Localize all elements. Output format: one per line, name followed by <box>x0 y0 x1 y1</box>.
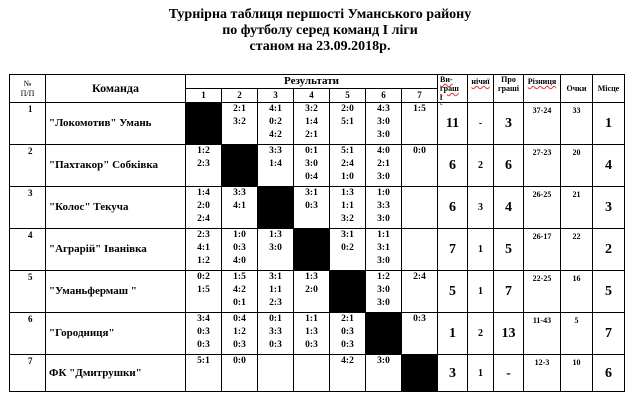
score: 3:3 <box>377 201 390 211</box>
score: 0:4 <box>305 172 318 182</box>
result-cell <box>258 271 294 313</box>
score: 0:1 <box>269 314 282 324</box>
score: 0:3 <box>305 340 318 350</box>
result-cell <box>186 313 222 355</box>
score: 3:3 <box>269 146 282 156</box>
score: 1:4 <box>197 188 210 198</box>
stat-wins: 5 <box>438 271 468 313</box>
result-cell <box>186 145 222 187</box>
score: 1:4 <box>269 159 282 169</box>
header-diff <box>524 75 561 103</box>
result-cell <box>258 103 294 145</box>
score: 1:3 <box>305 272 318 282</box>
stat-wins: 6 <box>438 145 468 187</box>
score: 1:3 <box>341 188 354 198</box>
score <box>294 355 329 368</box>
score <box>402 187 437 200</box>
result-cell <box>366 229 402 271</box>
score: 2:0 <box>341 104 354 114</box>
result-cell <box>366 271 402 313</box>
result-cell <box>366 103 402 145</box>
stat-draws: 1 <box>468 355 494 392</box>
score <box>258 355 293 368</box>
header-num-text: № П/П <box>20 78 35 98</box>
score: 1:5 <box>233 272 246 282</box>
score: 2:1 <box>305 130 318 140</box>
score: 1:2 <box>377 272 390 282</box>
diagonal-black-cell <box>294 229 330 271</box>
stat-points: 5 <box>561 313 593 355</box>
diagonal-black-cell <box>186 103 222 145</box>
diagonal-black-cell <box>402 355 438 392</box>
score: 3:0 <box>269 243 282 253</box>
team-name: "Городниця" <box>49 327 115 339</box>
score: 0:1 <box>305 146 318 156</box>
score: 3:0 <box>377 130 390 140</box>
title-line-1: Турнірна таблиця першості Уманського району <box>168 7 472 22</box>
stat-diff: 12-3 <box>524 355 561 392</box>
score: 0:4 <box>233 314 246 324</box>
score: 2:4 <box>413 272 426 282</box>
score: 3:0 <box>305 159 318 169</box>
result-cell <box>366 187 402 229</box>
score: 1:5 <box>413 104 426 114</box>
team-name: "Аграрій" Іванівка <box>49 243 147 255</box>
stat-diff: 22-25 <box>524 271 561 313</box>
score: 3:4 <box>197 314 210 324</box>
row-number: 7 <box>10 355 46 392</box>
result-cell <box>222 313 258 355</box>
score: 2:1 <box>377 159 390 169</box>
score: 0:2 <box>341 243 354 253</box>
result-cell <box>294 355 330 392</box>
score: 4:1 <box>197 243 210 253</box>
result-cell <box>294 313 330 355</box>
score: 5:1 <box>341 117 354 127</box>
stat-losses: 3 <box>494 103 524 145</box>
stat-wins: 11 <box>438 103 468 145</box>
stat-draws: 2 <box>468 313 494 355</box>
table-row <box>10 187 625 229</box>
score: 3:1 <box>377 243 390 253</box>
team-name: "Колос" Текуча <box>49 201 129 213</box>
diagonal-black-cell <box>222 145 258 187</box>
result-cell <box>402 103 438 145</box>
score: 0:1 <box>233 298 246 308</box>
stat-diff: 26-17 <box>524 229 561 271</box>
score: 2:1 <box>233 104 246 114</box>
result-cell <box>366 145 402 187</box>
result-cell <box>222 187 258 229</box>
result-cell <box>294 103 330 145</box>
header-col-5: 5 <box>330 89 366 103</box>
stat-wins: 3 <box>438 355 468 392</box>
score: 2:3 <box>269 298 282 308</box>
table-row <box>10 271 625 313</box>
stat-place: 5 <box>593 271 625 313</box>
stat-losses: - <box>494 355 524 392</box>
diagonal-black-cell <box>366 313 402 355</box>
score: 1:1 <box>269 285 282 295</box>
table-row <box>10 103 625 145</box>
score: 3:2 <box>233 117 246 127</box>
diagonal-black-cell <box>330 271 366 313</box>
score: 1:3 <box>269 230 282 240</box>
score: 1:1 <box>305 314 318 324</box>
stat-diff: 27-23 <box>524 145 561 187</box>
team-name: "Локомотив" Умань <box>49 117 152 129</box>
score: 3:0 <box>377 256 390 266</box>
score: 3:3 <box>233 188 246 198</box>
result-cell <box>402 313 438 355</box>
stat-place: 2 <box>593 229 625 271</box>
result-cell <box>258 229 294 271</box>
score: 3:0 <box>377 214 390 224</box>
header-losses-text: Про граші <box>497 75 520 93</box>
score: 1:0 <box>341 172 354 182</box>
title-line-3: станом на 23.09.2018р. <box>249 39 391 54</box>
score: 0:3 <box>305 201 318 211</box>
header-wins-text: Ви- граш і <box>440 75 459 102</box>
header-draws <box>468 75 494 103</box>
result-cell <box>186 271 222 313</box>
header-team: Команда <box>46 75 186 103</box>
stat-diff: 37-24 <box>524 103 561 145</box>
stat-points: 33 <box>561 103 593 145</box>
score: 2:3 <box>197 230 210 240</box>
row-number: 1 <box>10 103 46 145</box>
header-col-2: 2 <box>222 89 258 103</box>
team-cell <box>46 229 186 271</box>
score: 4:1 <box>269 104 282 114</box>
header-place: Місце <box>593 75 625 103</box>
score: 4:0 <box>377 146 390 156</box>
result-cell <box>294 145 330 187</box>
result-cell <box>294 187 330 229</box>
result-cell <box>330 355 366 392</box>
stat-draws: 2 <box>468 145 494 187</box>
result-cell <box>330 229 366 271</box>
stat-place: 1 <box>593 103 625 145</box>
team-cell <box>46 355 186 392</box>
row-number: 4 <box>10 229 46 271</box>
score: 5:1 <box>341 146 354 156</box>
result-cell <box>330 313 366 355</box>
header-col-7: 7 <box>402 89 438 103</box>
stat-losses: 4 <box>494 187 524 229</box>
score: 0:3 <box>197 327 210 337</box>
score: 4:2 <box>269 130 282 140</box>
header-col-1: 1 <box>186 89 222 103</box>
score: 3:0 <box>377 172 390 182</box>
result-cell <box>402 187 438 229</box>
stat-diff: 11-43 <box>524 313 561 355</box>
score: 0:2 <box>197 272 210 282</box>
result-cell <box>258 313 294 355</box>
result-cell <box>258 145 294 187</box>
diagonal-black-cell <box>258 187 294 229</box>
score: 3:0 <box>377 356 390 366</box>
score: 1:0 <box>377 188 390 198</box>
row-number: 6 <box>10 313 46 355</box>
score: 4:2 <box>233 285 246 295</box>
header-num <box>10 75 46 103</box>
stat-losses: 5 <box>494 229 524 271</box>
score: 3:1 <box>305 188 318 198</box>
score: 3:0 <box>377 117 390 127</box>
score: 0:0 <box>413 146 426 156</box>
row-number: 2 <box>10 145 46 187</box>
result-cell <box>222 355 258 392</box>
score: 3:3 <box>269 327 282 337</box>
row-number: 3 <box>10 187 46 229</box>
team-cell <box>46 103 186 145</box>
result-cell <box>402 271 438 313</box>
table-row <box>10 145 625 187</box>
team-cell <box>46 313 186 355</box>
score: 3:1 <box>341 230 354 240</box>
team-cell <box>46 145 186 187</box>
team-name: "Уманьфермаш " <box>49 285 137 297</box>
team-cell <box>46 271 186 313</box>
score: 2:3 <box>197 159 210 169</box>
score: 0:3 <box>341 327 354 337</box>
result-cell <box>186 229 222 271</box>
result-cell <box>186 187 222 229</box>
stat-points: 16 <box>561 271 593 313</box>
score: 2:1 <box>341 314 354 324</box>
score: 1:2 <box>197 256 210 266</box>
stat-place: 3 <box>593 187 625 229</box>
score: 1:3 <box>305 327 318 337</box>
header-col-6: 6 <box>366 89 402 103</box>
score: 1:2 <box>233 327 246 337</box>
score: 0:0 <box>233 356 246 366</box>
score: 5:1 <box>197 356 210 366</box>
result-cell <box>222 103 258 145</box>
score: 0:3 <box>233 340 246 350</box>
header-col-3: 3 <box>258 89 294 103</box>
score: 1:5 <box>197 285 210 295</box>
score: 4:3 <box>377 104 390 114</box>
result-cell <box>402 229 438 271</box>
stat-diff: 26-25 <box>524 187 561 229</box>
stat-losses: 7 <box>494 271 524 313</box>
stat-draws: - <box>468 103 494 145</box>
score: 4:0 <box>233 256 246 266</box>
table-row <box>10 229 625 271</box>
table-row <box>10 355 625 392</box>
score <box>402 229 437 242</box>
header-draws-text: нічиї <box>471 77 490 86</box>
score: 4:1 <box>233 201 246 211</box>
header-losses <box>494 75 524 103</box>
score: 0:3 <box>233 243 246 253</box>
score: 0:3 <box>413 314 426 324</box>
score: 2:4 <box>197 214 210 224</box>
team-name: ФК "Дмитрушки" <box>49 366 142 379</box>
table-row <box>10 313 625 355</box>
result-cell <box>222 271 258 313</box>
result-cell <box>330 103 366 145</box>
result-cell <box>222 229 258 271</box>
header-wins <box>438 75 468 103</box>
stat-points: 20 <box>561 145 593 187</box>
score: 4:2 <box>341 356 354 366</box>
header-col-4: 4 <box>294 89 330 103</box>
team-name: "Пахтакор" Собківка <box>49 159 159 171</box>
result-cell <box>294 271 330 313</box>
score: 1:1 <box>377 230 390 240</box>
score: 0:3 <box>197 340 210 350</box>
header-points: Очки <box>561 75 593 103</box>
score: 2:4 <box>341 159 354 169</box>
team-cell <box>46 187 186 229</box>
score: 0:2 <box>269 117 282 127</box>
stat-place: 7 <box>593 313 625 355</box>
score: 3:2 <box>305 104 318 114</box>
score: 1:2 <box>197 146 210 156</box>
row-number: 5 <box>10 271 46 313</box>
title-line-2: по футболу серед команд І ліги <box>222 23 418 38</box>
stat-points: 22 <box>561 229 593 271</box>
stat-draws: 3 <box>468 187 494 229</box>
stat-losses: 6 <box>494 145 524 187</box>
score: 0:3 <box>341 340 354 350</box>
stat-points: 10 <box>561 355 593 392</box>
score: 1:4 <box>305 117 318 127</box>
stat-draws: 1 <box>468 271 494 313</box>
score: 2:0 <box>305 285 318 295</box>
stat-wins: 1 <box>438 313 468 355</box>
stat-wins: 6 <box>438 187 468 229</box>
header-diff-text: Різниця <box>527 77 557 86</box>
result-cell <box>366 355 402 392</box>
result-cell <box>258 355 294 392</box>
result-cell <box>330 145 366 187</box>
score: 1:0 <box>233 230 246 240</box>
standings-table <box>9 74 625 392</box>
stat-wins: 7 <box>438 229 468 271</box>
stat-place: 4 <box>593 145 625 187</box>
score: 3:0 <box>377 285 390 295</box>
score: 2:0 <box>197 201 210 211</box>
score: 3:0 <box>377 298 390 308</box>
stat-points: 21 <box>561 187 593 229</box>
stat-draws: 1 <box>468 229 494 271</box>
score: 3:2 <box>341 214 354 224</box>
result-cell <box>402 145 438 187</box>
stat-place: 6 <box>593 355 625 392</box>
result-cell <box>186 355 222 392</box>
score: 1:1 <box>341 201 354 211</box>
score: 3:1 <box>269 272 282 282</box>
score: 0:3 <box>269 340 282 350</box>
header-results: Результати <box>186 75 438 89</box>
result-cell <box>330 187 366 229</box>
stat-losses: 13 <box>494 313 524 355</box>
